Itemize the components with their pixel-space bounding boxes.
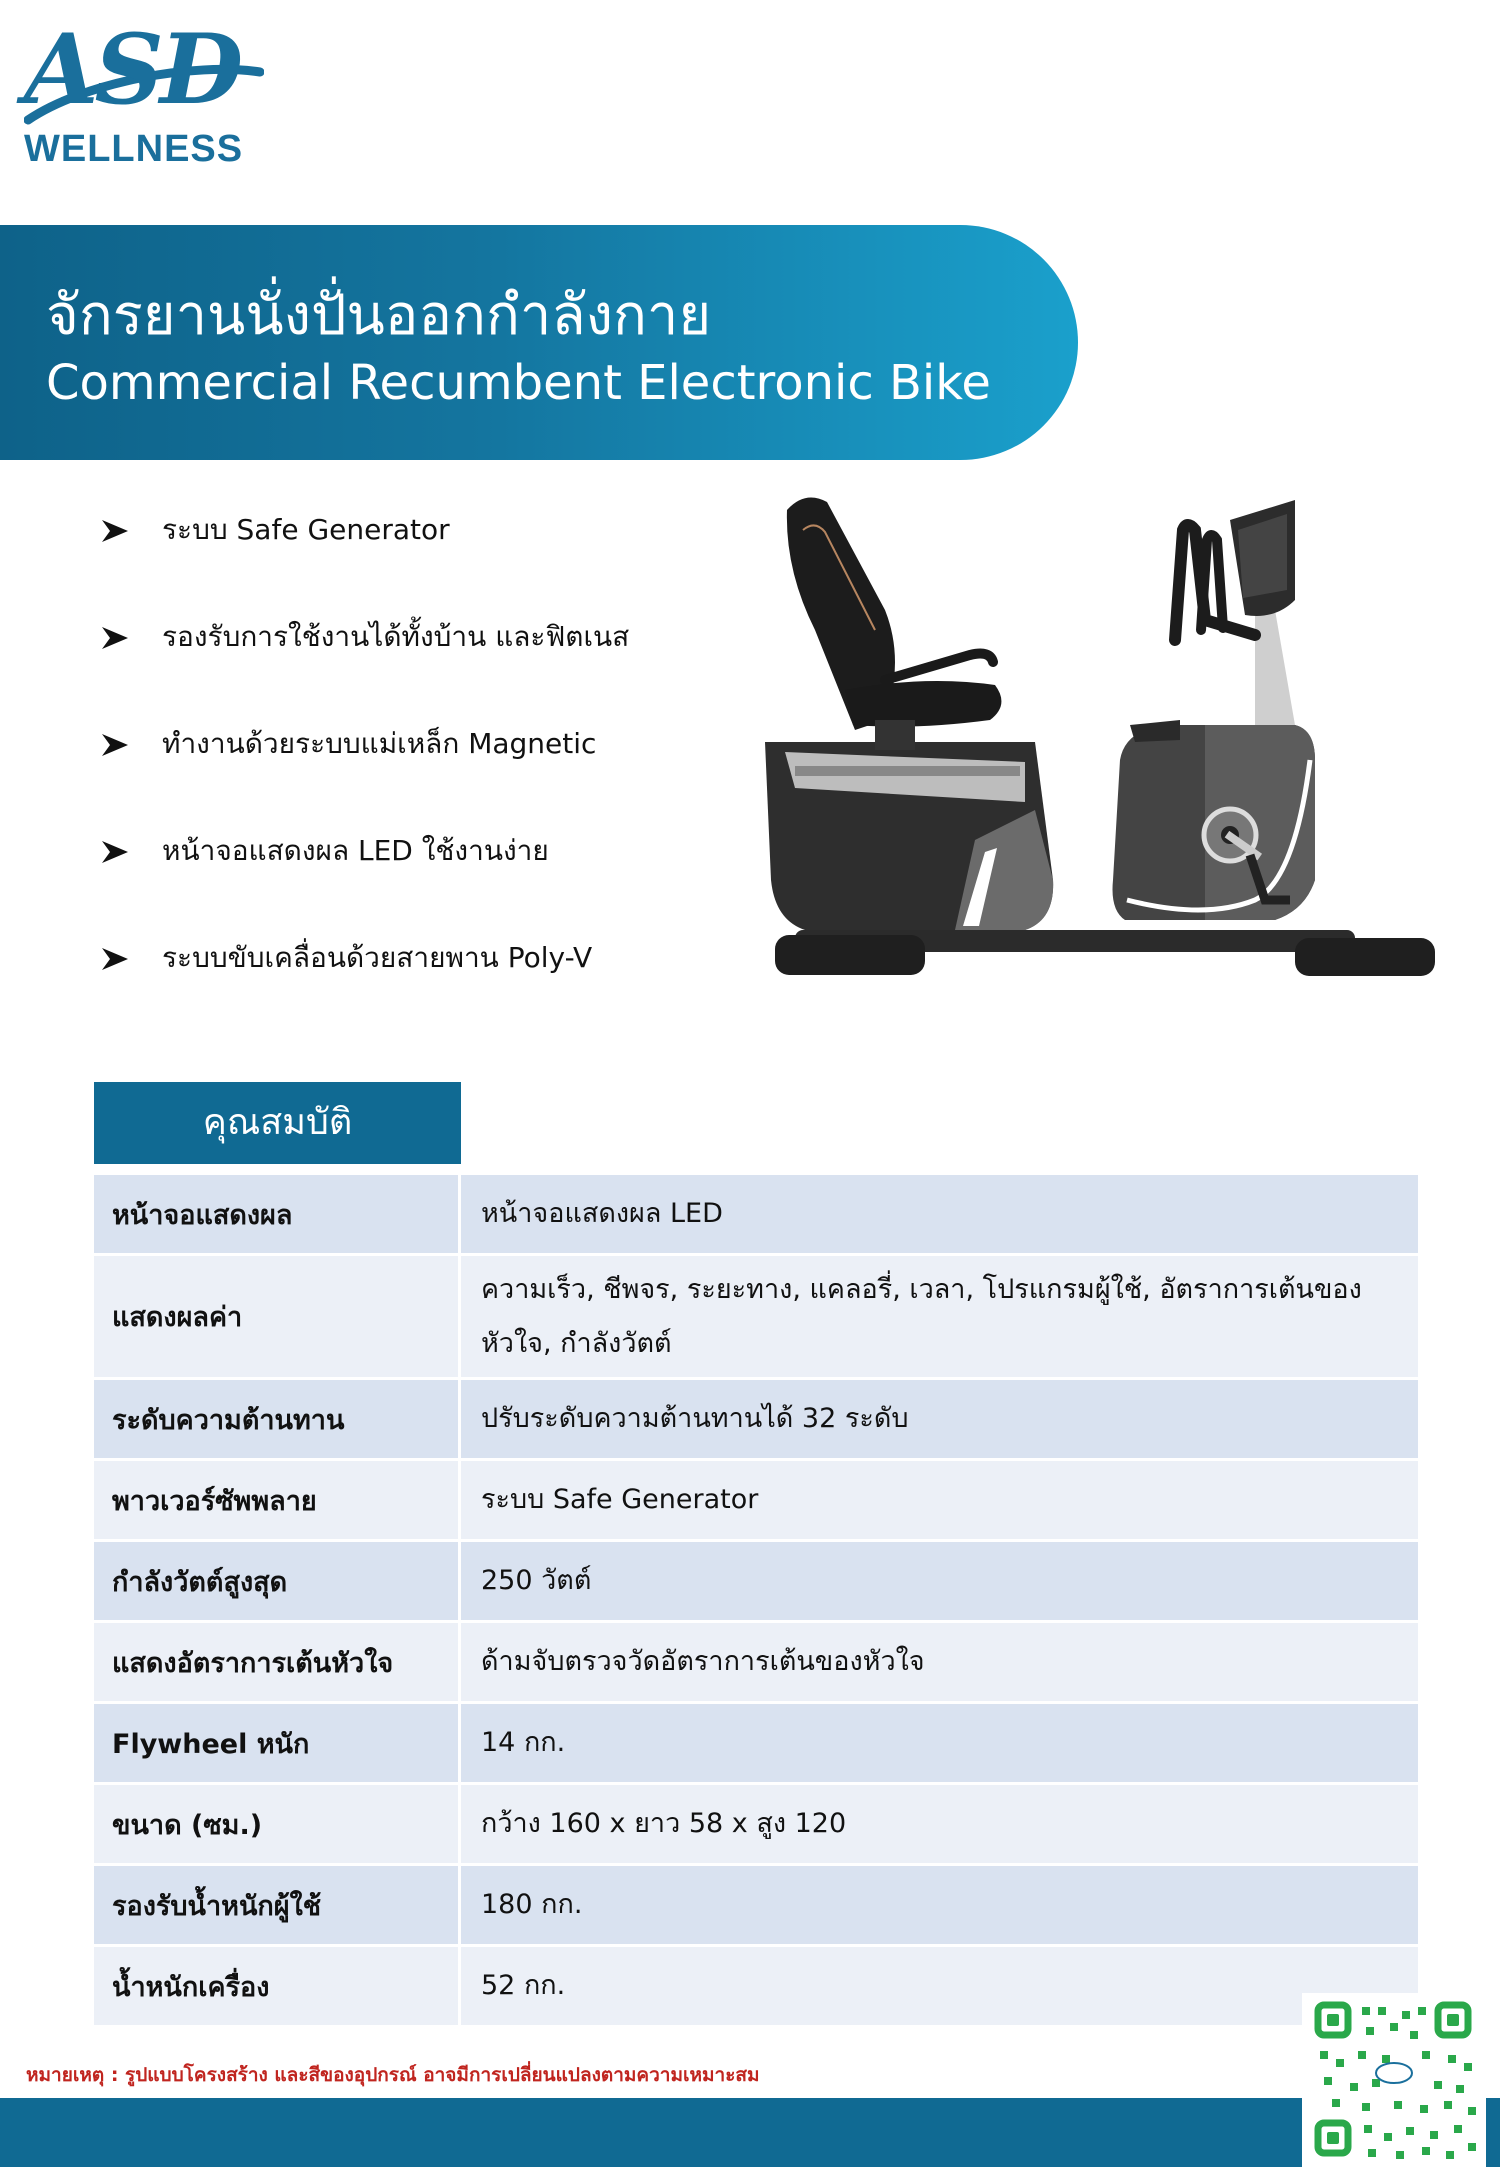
spec-value: ด้ามจับตรวจวัดอัตราการเต้นของหัวใจ: [481, 1646, 925, 1677]
spec-table-header: คุณสมบัติ: [94, 1082, 461, 1164]
brand-logo: [24, 13, 264, 172]
spec-value: ระบบ Safe Generator: [481, 1484, 759, 1515]
footer-bar: [0, 2098, 1500, 2167]
spec-key: Flywheel หนัก: [94, 1704, 461, 1782]
spec-key: รองรับน้ำหนักผู้ใช้: [94, 1866, 461, 1944]
spec-key: แสดงอัตราการเต้นหัวใจ: [94, 1623, 461, 1701]
arrowhead-bullet-icon: [100, 946, 130, 972]
spec-row: [94, 1377, 1418, 1458]
arrowhead-bullet-icon: [100, 839, 130, 865]
feature-text: หน้าจอแสดงผล LED ใช้งานง่าย: [162, 834, 549, 867]
spec-value: หน้าจอแสดงผล LED: [481, 1198, 723, 1229]
spec-value: 250 วัตต์: [481, 1565, 592, 1596]
spec-row: [94, 1539, 1418, 1620]
spec-row: [94, 1172, 1418, 1253]
arrowhead-bullet-icon: [100, 518, 130, 544]
feature-text: ระบบขับเคลื่อนด้วยสายพาน Poly-V: [162, 941, 593, 974]
brand-name: ASD: [24, 13, 240, 126]
arrowhead-bullet-icon: [100, 625, 130, 651]
spec-value: 14 กก.: [481, 1727, 566, 1758]
spec-row: [94, 1863, 1418, 1944]
brand-subtitle: WELLNESS: [24, 128, 244, 170]
arrowhead-bullet-icon: [100, 732, 130, 758]
spec-value: กว้าง 160 x ยาว 58 x สูง 120: [481, 1808, 847, 1839]
page-title-english: Commercial Recumbent Electronic Bike: [46, 355, 991, 411]
spec-row: [94, 1458, 1418, 1539]
feature-text: รองรับการใช้งานได้ทั้งบ้าน และฟิตเนส: [162, 620, 630, 653]
feature-text: ทำงานด้วยระบบแม่เหล็ก Magnetic: [162, 727, 597, 760]
spec-row: [94, 1620, 1418, 1701]
spec-row: [94, 1701, 1418, 1782]
spec-key: พาวเวอร์ซัพพลาย: [94, 1461, 461, 1539]
feature-text: ระบบ Safe Generator: [162, 513, 450, 546]
spec-value: ความเร็ว, ชีพจร, ระยะทาง, แคลอรี่, เวลา, โปรแกรมผู้ใช้, อัตราการเต้นของหัวใจ, กำลังวัตต์: [481, 1273, 1362, 1359]
spec-key: น้ำหนักเครื่อง: [94, 1947, 461, 2025]
spec-value: 180 กก.: [481, 1889, 583, 1920]
spec-row: [94, 1253, 1418, 1377]
page-title-thai: จักรยานนั่งปั่นออกกำลังกาย: [46, 283, 712, 348]
spec-value: ปรับระดับความต้านทานได้ 32 ระดับ: [481, 1403, 909, 1434]
spec-key: ขนาด (ซม.): [94, 1785, 461, 1863]
footnote: หมายเหตุ : รูปแบบโครงสร้าง และสีของอุปกรณ์ อาจมีการเปลี่ยนแปลงตามความเหมาะสม: [26, 2064, 760, 2086]
spec-value: 52 กก.: [481, 1970, 566, 2001]
spec-row: [94, 1782, 1418, 1863]
recumbent-bike-image: [735, 480, 1435, 1020]
spec-key: กำลังวัตต์สูงสุด: [94, 1542, 461, 1620]
spec-key: ระดับความต้านทาน: [94, 1380, 461, 1458]
spec-row: [94, 1944, 1418, 2025]
spec-table: [94, 1172, 1418, 2025]
spec-key: หน้าจอแสดงผล: [94, 1175, 461, 1253]
qr-code-icon: [1302, 1993, 1486, 2167]
spec-key: แสดงผลค่า: [94, 1256, 461, 1377]
